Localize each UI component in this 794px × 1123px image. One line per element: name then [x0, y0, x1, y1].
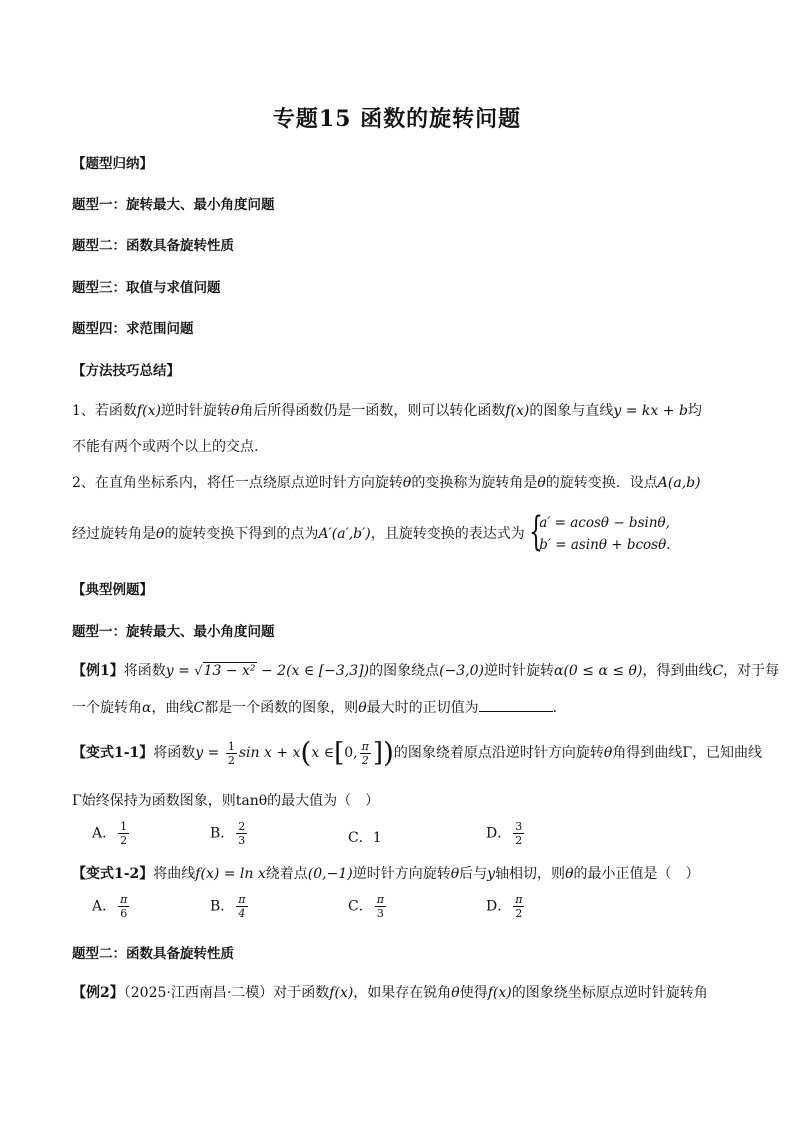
math-text: sin x + x	[238, 745, 301, 761]
frac-num: 1	[120, 820, 128, 833]
variant-text: 后与	[459, 866, 488, 882]
math-point-a: A(a,b)	[657, 475, 701, 491]
option-d[interactable]	[486, 893, 526, 920]
method-two-text: 的旋转变换下得到的点为	[164, 526, 319, 542]
math-text: x ∈	[311, 745, 335, 761]
page-title: 专题15 函数的旋转问题	[272, 106, 522, 132]
frac-num: 3	[515, 820, 523, 833]
variant-text: 的图象绕着原点沿逆时针方向旋转	[393, 745, 604, 761]
fraction	[118, 893, 129, 920]
frac-den: 2	[515, 834, 523, 847]
option-letter: C．	[348, 898, 373, 915]
rotation-eq-1: a′ = acosθ − bsinθ,	[539, 515, 670, 531]
fraction	[236, 893, 247, 920]
math-y: y	[487, 866, 496, 882]
variant-1-1-line-2	[72, 790, 379, 810]
variant-text: 逆时针方向旋转	[352, 866, 451, 882]
method-two-text: 的旋转变换．设点	[545, 475, 658, 491]
example-text: （2025·江西南昌·二模）对于函数	[123, 985, 330, 1001]
example-text: ，得到曲线	[642, 663, 713, 679]
example-text: ，对于每	[723, 663, 780, 679]
method-one-text: 逆时针旋转	[160, 403, 231, 419]
rotation-system	[529, 509, 671, 556]
variant-1-2-line-1	[72, 863, 700, 883]
variant-text: 的最大值为（ ）	[267, 793, 380, 809]
math-theta: θ	[402, 475, 412, 491]
method-two-text: 经过旋转角是	[72, 526, 156, 542]
frac-num: π	[120, 893, 128, 906]
frac-den: 2	[361, 753, 369, 767]
frac-num: 2	[238, 820, 246, 833]
math-curve-c: C	[712, 663, 724, 679]
method-two-text: 2、在直角坐标系内，将任一点绕原点逆时针方向旋转	[72, 475, 403, 491]
method-one-line-2: 不能有两个或两个以上的交点.	[72, 439, 259, 455]
math-point: (0,−1)	[307, 866, 353, 882]
right-paren-icon: )	[382, 736, 394, 769]
example-text: 使得	[459, 985, 488, 1001]
frac-den: 2	[227, 753, 235, 767]
option-letter: A．	[92, 898, 117, 915]
math-line-equation: y = kx + b	[613, 403, 688, 419]
math-theta: θ	[603, 745, 613, 761]
method-two-line-2	[72, 509, 671, 556]
right-bracket-icon: ]	[372, 738, 383, 768]
math-alpha-range: α(0 ≤ α ≤ θ)	[554, 663, 643, 679]
math-fx: f(x)	[487, 985, 512, 1001]
variant-text: 轴相切，则	[495, 866, 566, 882]
frac-num: π	[238, 893, 246, 906]
math-point-a-prime: A′(a′,b′)	[318, 526, 371, 542]
option-b[interactable]	[210, 893, 250, 920]
method-one-text: 1、若函数	[72, 403, 137, 419]
answer-blank[interactable]	[479, 699, 553, 712]
example-text: ，曲线	[151, 700, 194, 716]
frac-num: π	[361, 739, 369, 753]
option-a[interactable]	[92, 820, 131, 847]
option-letter: B．	[210, 898, 235, 915]
method-two-text: 的变换称为旋转角是	[411, 475, 538, 491]
option-b[interactable]	[210, 820, 249, 847]
variant-text: 始终保持为函数图象，则	[81, 793, 236, 809]
method-one-text: 角后所得函数仍是一函数，则可以转化函数	[239, 403, 506, 419]
math-tan: tanθ	[235, 793, 268, 809]
example-text: 的图象绕坐标原点逆时针旋转角	[511, 985, 708, 1001]
example-text: 一个旋转角	[72, 700, 142, 716]
frac-num: π	[376, 893, 384, 906]
frac-den: 3	[376, 907, 384, 920]
frac-den: 2	[120, 834, 128, 847]
fraction	[375, 893, 386, 920]
sqrt-icon: √	[194, 664, 203, 679]
variant-text: 角得到曲线	[612, 745, 683, 761]
math-sqrt-body: 13 − x²	[203, 663, 256, 679]
math-theta: θ	[450, 866, 460, 882]
math-fx: f(x)	[329, 985, 354, 1001]
option-letter: B．	[210, 825, 235, 842]
example-text: ，如果存在锐角	[353, 985, 452, 1001]
math-text: 0,	[344, 745, 358, 761]
example-text: 最大时的正切值为	[366, 700, 479, 716]
fraction	[513, 820, 524, 847]
frac-den: 4	[238, 907, 246, 920]
types-heading: 【题型归纳】	[72, 156, 153, 172]
type-four-item: 题型四：求范围问题	[72, 321, 194, 337]
variant-1-1-line-1	[72, 738, 762, 768]
variant-text: ，已知曲线	[692, 745, 763, 761]
method-one-text: 均	[687, 403, 702, 419]
example-text: .	[552, 700, 558, 716]
example-text: 逆时针旋转	[484, 663, 555, 679]
fraction	[236, 820, 247, 847]
example-text: 都是一个函数的图象，则	[204, 700, 359, 716]
math-function: f(x) = ln x	[195, 866, 266, 882]
example-two-line-1	[72, 982, 708, 1002]
frac-num: π	[515, 893, 523, 906]
method-one-text: 的图象与直线	[529, 403, 614, 419]
method-two-line-1	[72, 472, 701, 492]
math-theta: θ	[537, 475, 546, 491]
option-c[interactable]	[348, 827, 382, 847]
math-theta: θ	[156, 526, 165, 542]
math-text: y =	[195, 745, 224, 761]
variant-text: 将函数	[153, 745, 196, 761]
example-type-one-heading: 题型一：旋转最大、最小角度问题	[72, 624, 275, 640]
option-value: 1	[372, 830, 382, 846]
variant-text: 的最小正值是（ ）	[573, 866, 700, 882]
math-point: (−3,0)	[439, 663, 485, 679]
left-paren-icon: (	[300, 736, 312, 769]
example-label: 【例2】	[72, 985, 124, 1001]
frac-num: 1	[227, 739, 235, 753]
option-letter: D．	[486, 825, 512, 842]
math-fx: f(x)	[136, 403, 161, 419]
math-theta: θ	[451, 985, 460, 1001]
math-theta: θ	[358, 700, 367, 716]
method-two-text: ，且旋转变换的表达式为	[370, 526, 525, 542]
fraction	[513, 893, 524, 920]
variant-text: 将曲线	[153, 866, 196, 882]
variant-text: 绕着点	[265, 866, 308, 882]
example-label: 【例1】	[72, 663, 124, 679]
example-text: 的图象绕点	[369, 663, 440, 679]
type-two-item: 题型二：函数具备旋转性质	[72, 238, 234, 254]
frac-den: 2	[515, 907, 523, 920]
option-letter: D．	[486, 898, 512, 915]
methods-heading: 【方法技巧总结】	[72, 363, 180, 379]
variant-label: 【变式1-2】	[72, 866, 154, 882]
rotation-eq-2: b′ = asinθ + bcosθ.	[539, 537, 671, 553]
fraction	[360, 740, 371, 767]
math-gamma: Γ	[682, 745, 693, 761]
math-text: y =	[165, 663, 195, 679]
type-three-item: 题型三：取值与求值问题	[72, 280, 221, 296]
frac-den: 6	[120, 907, 128, 920]
option-d[interactable]	[486, 820, 526, 847]
math-theta: θ	[230, 403, 240, 419]
examples-heading: 【典型例题】	[72, 582, 153, 598]
option-c[interactable]	[348, 893, 388, 920]
left-bracket-icon: [	[334, 738, 345, 768]
example-text: 将函数	[123, 663, 166, 679]
left-brace-icon: {	[529, 509, 544, 555]
example-one-line-2	[72, 697, 557, 717]
math-alpha: α	[142, 700, 152, 716]
fraction	[118, 820, 129, 847]
type-one-item: 题型一：旋转最大、最小角度问题	[72, 197, 275, 213]
example-one-line-1	[72, 660, 779, 680]
math-text: − 2(x ∈ [−3,3])	[256, 663, 370, 679]
math-theta: θ	[565, 866, 574, 882]
math-gamma: Γ	[72, 793, 82, 809]
option-letter: A．	[92, 825, 117, 842]
math-fx: f(x)	[505, 403, 530, 419]
option-letter: C．	[348, 830, 373, 846]
fraction	[226, 740, 237, 767]
method-one-line-1	[72, 400, 702, 420]
option-a[interactable]	[92, 893, 131, 920]
example-type-two-heading: 题型二：函数具备旋转性质	[72, 946, 234, 962]
frac-den: 3	[238, 834, 246, 847]
variant-label: 【变式1-1】	[72, 745, 154, 761]
math-curve-c: C	[193, 700, 205, 716]
